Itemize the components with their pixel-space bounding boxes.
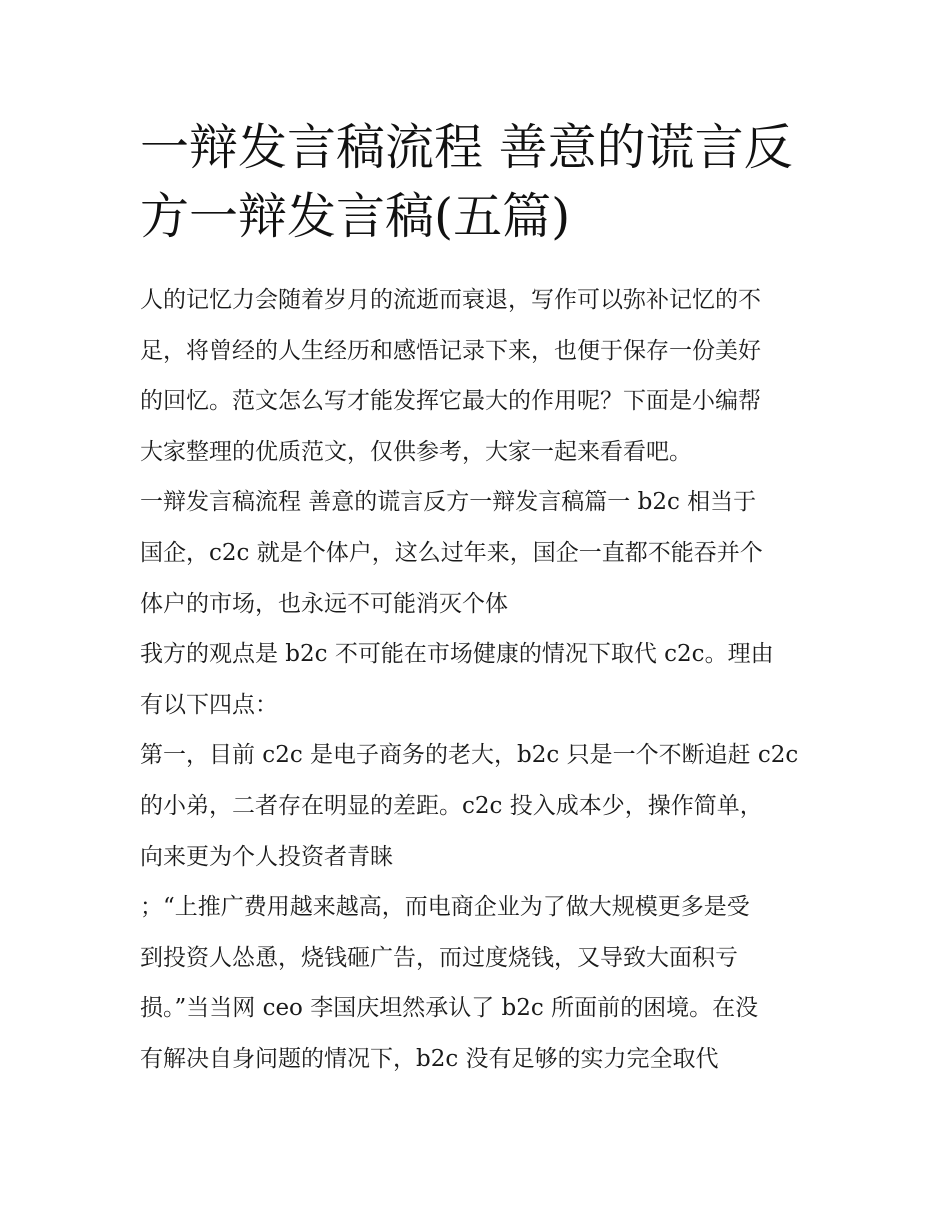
title-line: 方一辩发言稿(五篇) <box>140 188 571 245</box>
body-line: 向来更为个人投资者青睐 <box>140 843 393 870</box>
body-line: 的小弟，二者存在明显的差距。c2c 投入成本少，操作简单， <box>140 792 763 819</box>
title-line: 一辩发言稿流程 善意的谎言反 <box>140 119 793 176</box>
document-title <box>140 113 820 251</box>
body-line: 有以下四点： <box>140 691 278 718</box>
body-line: 一辩发言稿流程 善意的谎言反方一辩发言稿篇一 b2c 相当于 <box>140 489 757 516</box>
body-line: 到投资人怂恿，烧钱砸广告，而过度烧钱，又导致大面积亏 <box>140 944 738 971</box>
body-line: 我方的观点是 b2c 不可能在市场健康的情况下取代 c2c。理由 <box>140 641 774 668</box>
body-line: 的回忆。范文怎么写才能发挥它最大的作用呢？下面是小编帮 <box>140 388 761 415</box>
body-line: 大家整理的优质范文，仅供参考，大家一起来看看吧。 <box>140 438 692 465</box>
body-line: 国企，c2c 就是个体户，这么过年来，国企一直都不能吞并个 <box>140 539 763 566</box>
body-line: 损。”当当网 ceo 李国庆坦然承认了 b2c 所面前的困境。在没 <box>140 995 759 1022</box>
body-line: ；“上推广费用越来越高，而电商企业为了做大规模更多是受 <box>140 894 750 921</box>
body-line: 人的记忆力会随着岁月的流逝而衰退，写作可以弥补记忆的不 <box>140 287 761 313</box>
body-line: 有解决自身问题的情况下，b2c 没有足够的实力完全取代 <box>140 1045 719 1072</box>
document-body <box>140 275 830 1085</box>
body-line: 足，将曾经的人生经历和感悟记录下来，也便于保存一份美好 <box>140 337 761 364</box>
body-line: 第一，目前 c2c 是电子商务的老大，b2c 只是一个不断追赶 c2c <box>140 742 799 769</box>
body-line: 体户的市场，也永远不可能消灭个体 <box>140 590 508 617</box>
